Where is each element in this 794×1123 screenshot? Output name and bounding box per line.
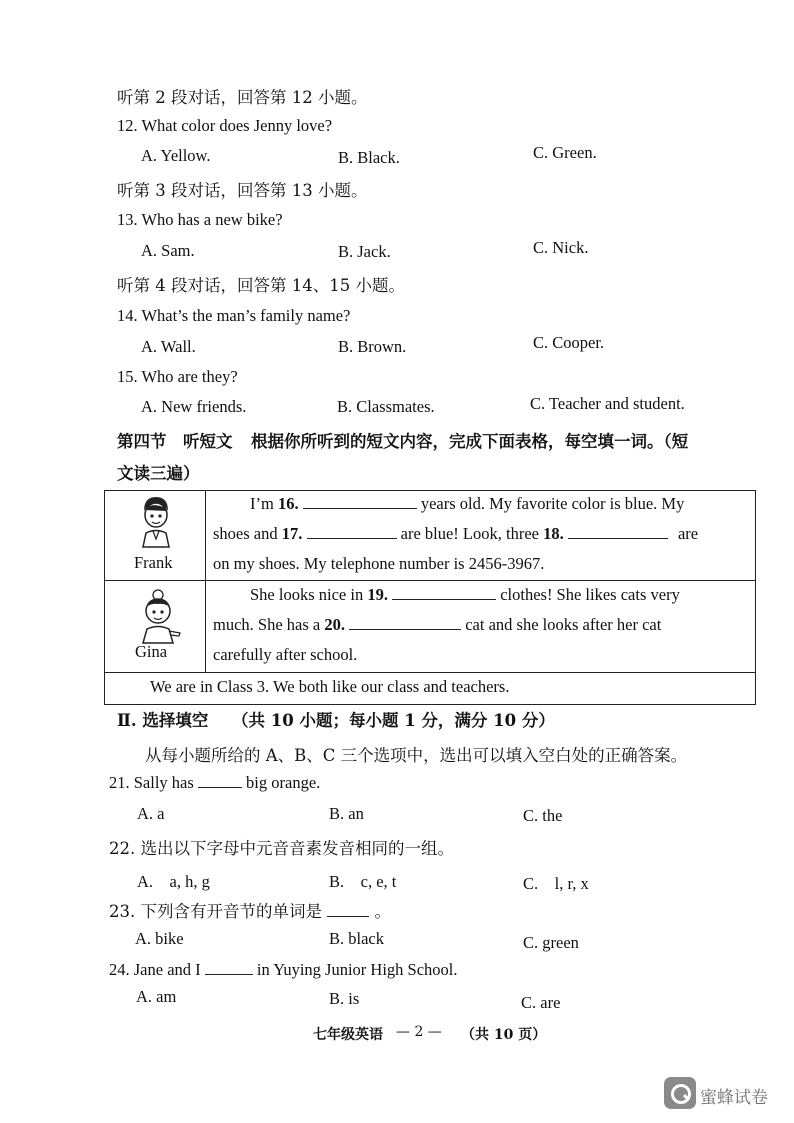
q23-stem: 23. 下列含有开音节的单词是 。 xyxy=(109,902,391,921)
dialog4-header: 听第 4 段对话，回答第 14、15 小题。 xyxy=(117,276,405,295)
blank-16-number: 16. xyxy=(277,494,299,513)
q21-option-c: C. the xyxy=(523,806,563,825)
footer-page-number: — 2 — xyxy=(396,1024,442,1040)
q22-stem: 22. 选出以下字母中元音音素发音相同的一组。 xyxy=(109,839,454,858)
q15-option-a: A. New friends. xyxy=(141,397,247,416)
footer-total-pages: （共 10 页） xyxy=(461,1027,547,1043)
part2-title: Ⅱ. 选择填空 xyxy=(117,711,209,730)
q15-option-b: B. Classmates. xyxy=(337,397,435,416)
gina-line1: She looks nice in 19. clothes! She likes cats very xyxy=(250,585,680,604)
q22-option-b: B. c, e, t xyxy=(329,872,397,891)
q12-option-b: B. Black. xyxy=(338,148,400,167)
q24-stem: 24. Jane and I in Yuying Junior High School. xyxy=(109,960,458,979)
q23-option-a: A. bike xyxy=(135,929,184,948)
section4-instruction-line2: 文读三遍） xyxy=(117,464,200,483)
watermark-text: 蜜蜂试卷 xyxy=(700,1088,768,1108)
frank-line1: I’m 16. years old. My favorite color is blue. My xyxy=(250,494,685,513)
q24-option-b: B. is xyxy=(329,989,360,1008)
section4-instruction-line1: 根据你所听到的短文内容，完成下面表格，每空填一词。（短 xyxy=(251,432,689,451)
q12-option-c: C. Green. xyxy=(533,143,597,162)
blank-20-number: 20. xyxy=(324,615,345,634)
section4-title: 第四节 听短文 xyxy=(117,432,233,451)
part2-score: （共 10 小题；每小题 1 分，满分 10 分） xyxy=(232,711,555,730)
gina-line3: carefully after school. xyxy=(213,645,358,664)
blank-19-number: 19. xyxy=(367,585,388,604)
q15-option-c: C. Teacher and student. xyxy=(530,394,685,413)
dialog2-header: 听第 2 段对话，回答第 12 小题。 xyxy=(117,88,368,107)
q13-option-b: B. Jack. xyxy=(338,242,391,261)
q22-option-a: A. a, h, g xyxy=(137,872,210,891)
q14-stem: 14. What’s the man’s family name? xyxy=(117,306,351,325)
q14-option-c: C. Cooper. xyxy=(533,333,605,352)
listening-table xyxy=(104,490,756,705)
q13-option-c: C. Nick. xyxy=(533,238,589,257)
frank-line3: on my shoes. My telephone number is 2456-3967. xyxy=(213,554,545,573)
q21-option-a: A. a xyxy=(137,804,165,823)
q21-option-b: B. an xyxy=(329,804,364,823)
q14-option-b: B. Brown. xyxy=(338,337,407,356)
q23-blank[interactable] xyxy=(327,902,369,917)
blank-16[interactable] xyxy=(303,494,417,509)
q24-option-c: C. are xyxy=(521,993,561,1012)
q23-option-b: B. black xyxy=(329,929,384,948)
q12-option-a: A. Yellow. xyxy=(141,146,211,165)
frank-name: Frank xyxy=(134,553,173,572)
q24-blank[interactable] xyxy=(205,960,253,975)
q22-option-c: C. l, r, x xyxy=(523,874,589,893)
watermark-logo-icon xyxy=(664,1077,696,1109)
q24-option-a: A. am xyxy=(136,987,177,1006)
q13-option-a: A. Sam. xyxy=(141,241,195,260)
gina-line2: much. She has a 20. cat and she looks after her cat xyxy=(213,615,662,634)
q23-option-c: C. green xyxy=(523,933,579,952)
gina-name: Gina xyxy=(135,642,168,661)
dialog3-header: 听第 3 段对话，回答第 13 小题。 xyxy=(117,181,368,200)
q14-option-a: A. Wall. xyxy=(141,337,196,356)
footer-subject: 七年级英语 xyxy=(313,1027,383,1043)
blank-18-number: 18. xyxy=(543,524,564,543)
q21-stem: 21. Sally has big orange. xyxy=(109,773,321,792)
blank-20[interactable] xyxy=(349,615,461,630)
table-bottom-row: We are in Class 3. We both like our class and teachers. xyxy=(150,677,510,696)
blank-18[interactable] xyxy=(568,524,668,539)
table-divider-vertical xyxy=(205,491,206,672)
frank-line2: shoes and 17. are blue! Look, three 18. are xyxy=(213,524,699,543)
q13-stem: 13. Who has a new bike? xyxy=(117,210,283,229)
blank-19[interactable] xyxy=(392,585,496,600)
q15-stem: 15. Who are they? xyxy=(117,367,238,386)
frank-avatar-icon xyxy=(138,495,174,551)
blank-17[interactable] xyxy=(307,524,397,539)
q21-blank[interactable] xyxy=(198,773,242,788)
blank-17-number: 17. xyxy=(281,524,303,543)
part2-instruction: 从每小题所给的 A、B、C 三个选项中，选出可以填入空白处的正确答案。 xyxy=(145,746,688,765)
q12-stem: 12. What color does Jenny love? xyxy=(117,116,333,135)
